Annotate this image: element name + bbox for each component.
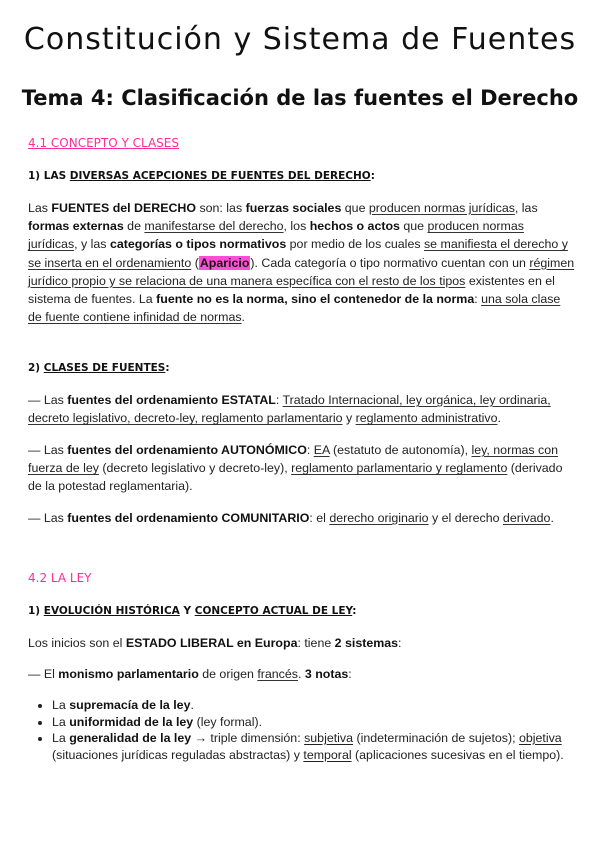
list-item: • La uniformidad de la ley (ley formal). (52, 714, 600, 731)
document-subtitle: Tema 4: Clasificación de las fuentes el Derecho (21, 86, 579, 110)
paragraph-comunitario: — Las fuentes del ordenamiento COMUNITARIO: el derecho originario y el derecho derivado. (28, 511, 554, 525)
paragraph-autonomico: — Las fuentes del ordenamiento AUTONÓMICO: EA (estatuto de autonomía), ley, normas con fuerza de ley (decreto legislativo y decreto-ley), reglamento parlamentario y reglamento (derivado de la potestad reglamentaria). (28, 443, 563, 494)
notas-list (28, 697, 600, 763)
paragraph-inicios: Los inicios son el ESTADO LIBERAL en Europa: tiene 2 sistemas: (28, 636, 402, 650)
subheading-clases: 2) CLASES DE FUENTES: (28, 362, 170, 374)
section-heading-4-2: 4.2 LA LEY (28, 571, 92, 585)
paragraph-estatal: — Las fuentes del ordenamiento ESTATAL: Tratado Internacional, ley orgánica, ley ordinaria, decreto legislativo, decreto-ley, reglamento parlamentario y reglamento administrativo. (28, 393, 551, 426)
paragraph-monismo: — El monismo parlamentario de origen francés. 3 notas: (28, 667, 352, 681)
highlighted-author: Aparicio (199, 255, 250, 270)
list-item: • La supremacía de la ley. (52, 697, 600, 714)
subheading-acepciones: 1) LAS DIVERSAS ACEPCIONES DE FUENTES DEL DERECHO: (28, 170, 375, 182)
section-heading-4-1: 4.1 CONCEPTO Y CLASES (28, 136, 179, 150)
paragraph-fuentes-definicion: Las FUENTES del DERECHO son: las fuerzas sociales que producen normas jurídicas, las formas externas de manifestarse del derecho, los hechos o actos que producen normas jurídicas, y las categorías o tipos normativos por medio de los cuales se manifiesta el derecho y se inserta en el ordenamiento (Aparicio). Cada categoría o tipo normativo cuentan con un régimen jurídico propio y se relaciona de una manera específica con el resto de los tipos existentes en el sistema de fuentes. La fuente no es la norma, sino el contenedor de la norma: una sola clase de fuente contiene infinidad de normas. (28, 201, 575, 325)
subheading-evolucion: 1) EVOLUCIÓN HISTÓRICA Y CONCEPTO ACTUAL DE LEY: (28, 605, 357, 617)
document-title: Constitución y Sistema de Fuentes (23, 22, 577, 57)
list-item: • La generalidad de la ley → triple dimensión: subjetiva (indeterminación de sujetos); objetiva (situaciones jurídicas reguladas abstractas) y temporal (aplicaciones sucesivas en el tiempo). (52, 730, 600, 763)
